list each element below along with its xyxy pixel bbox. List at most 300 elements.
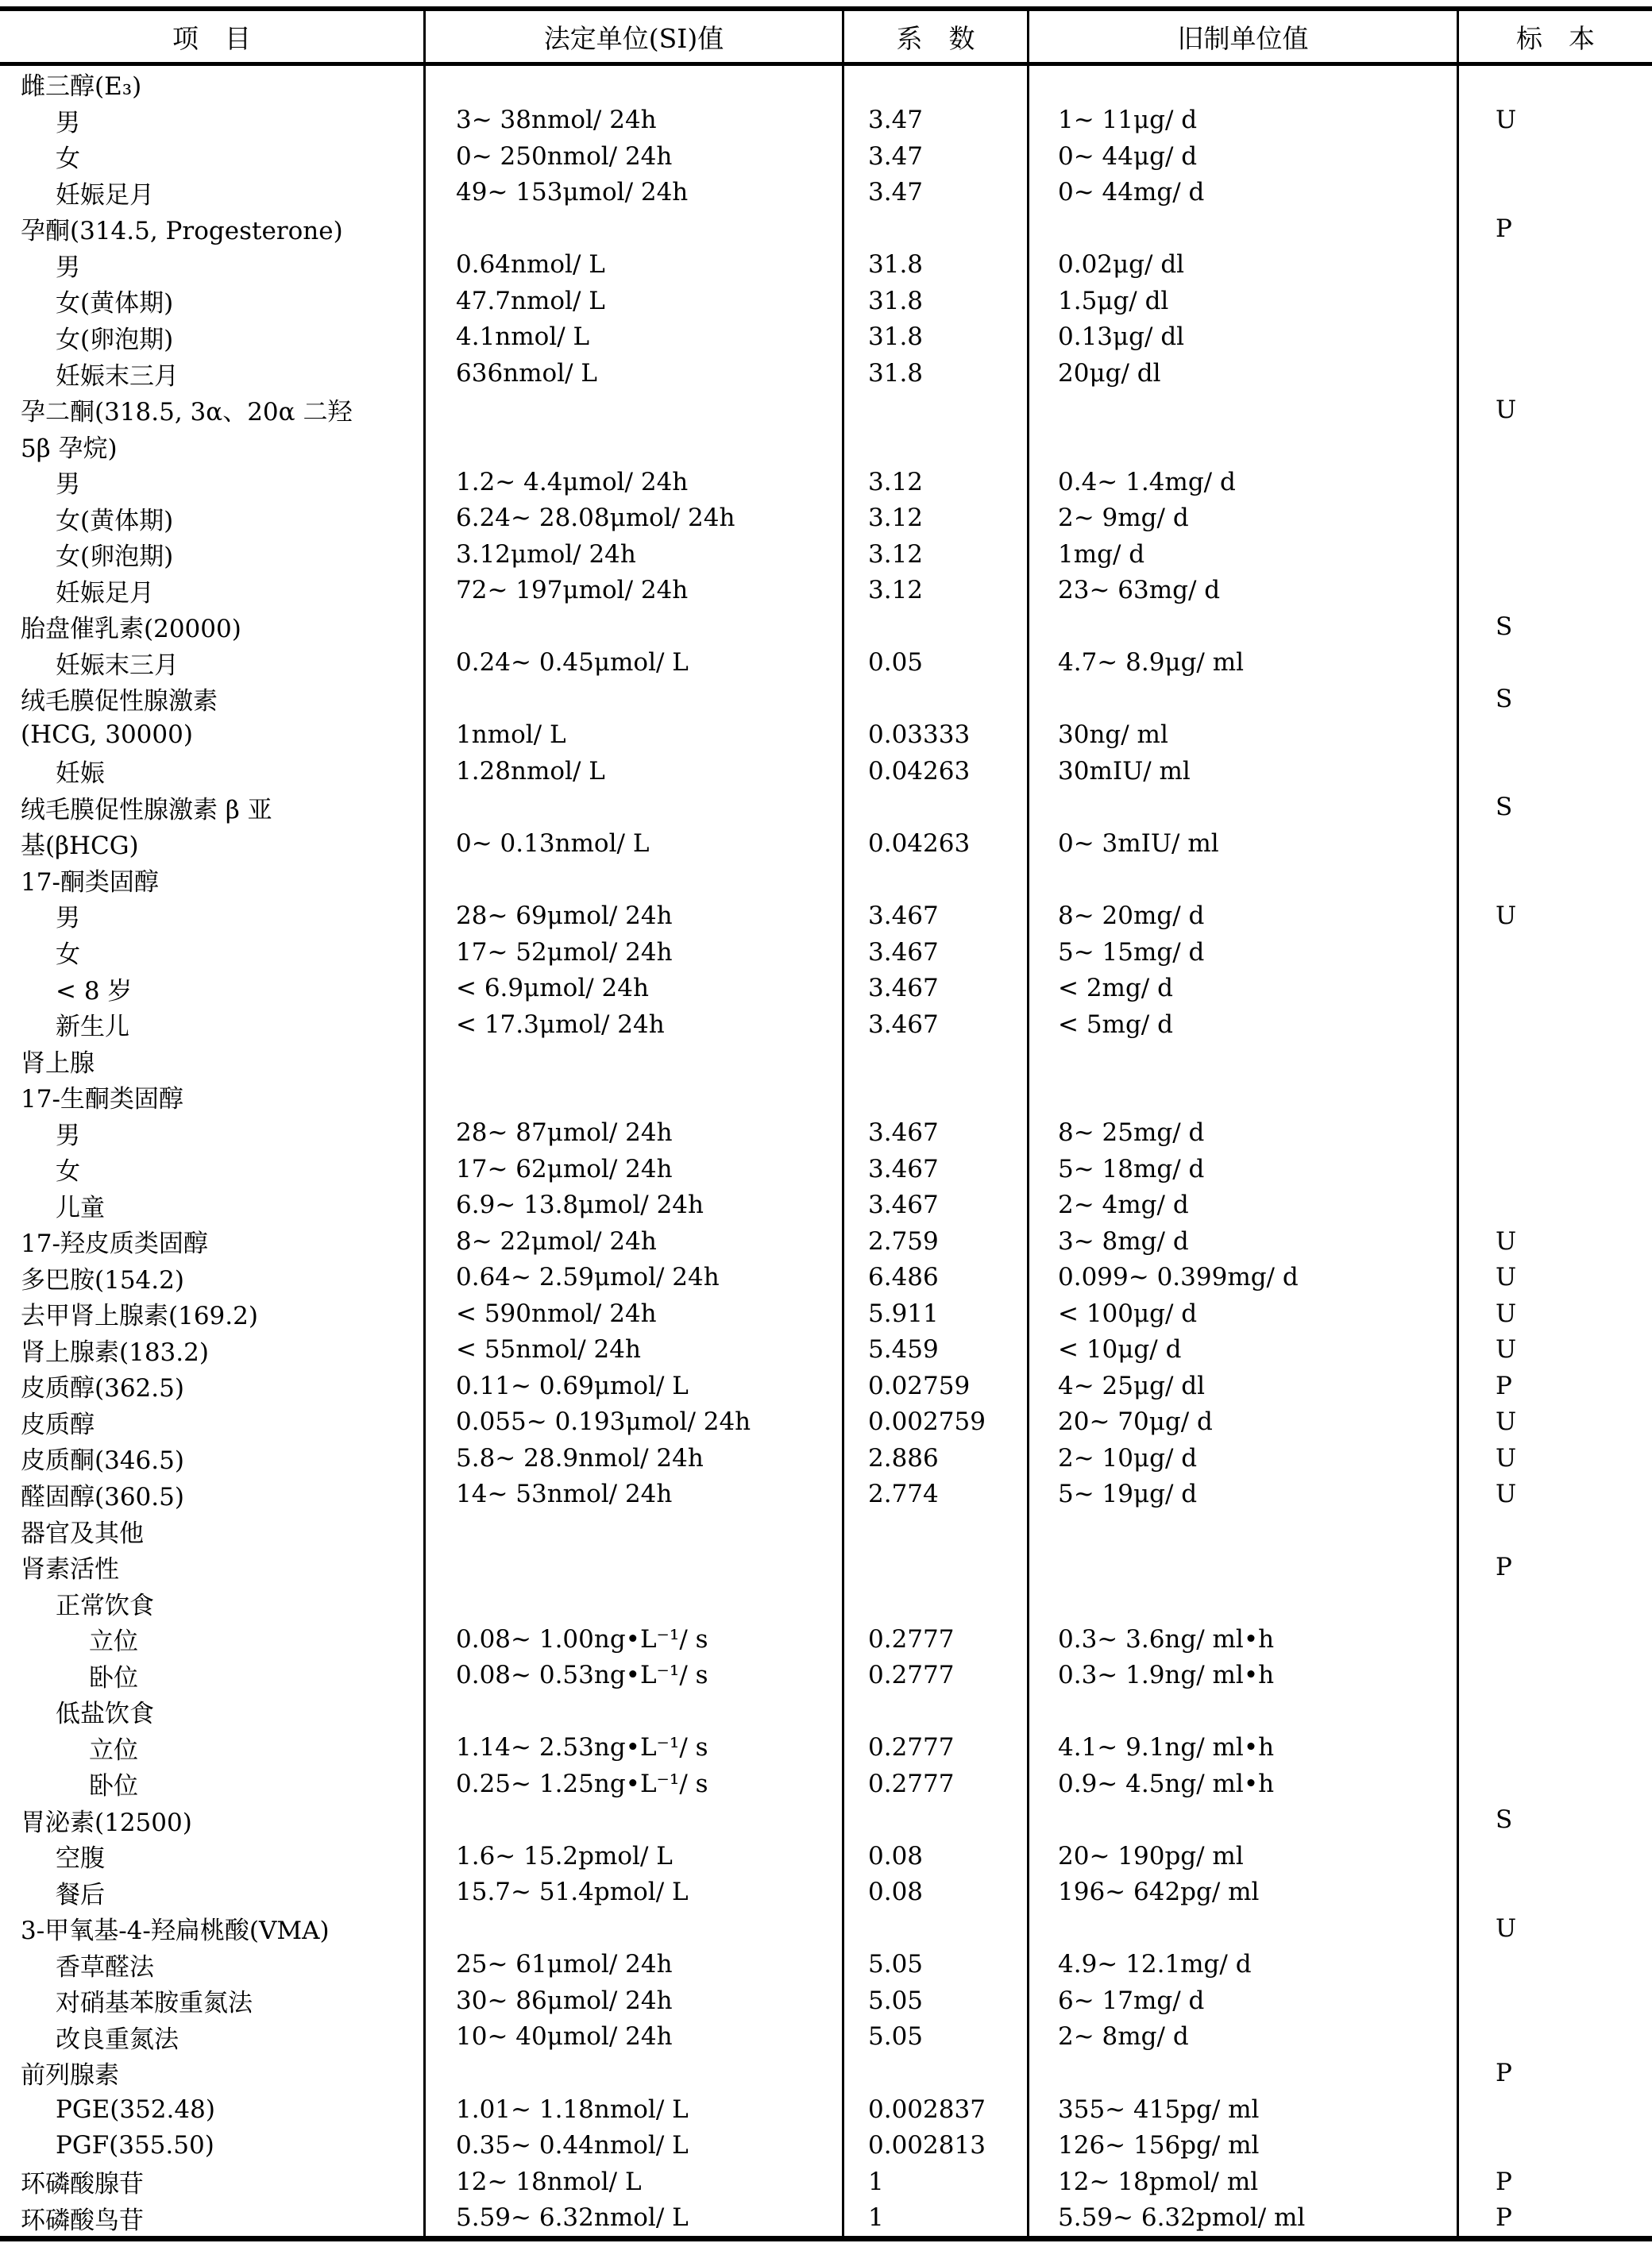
si-value-cell: 0~ 0.13nmol/ L [423,825,842,862]
specimen-cell: P [1457,2199,1652,2236]
table-row [0,1729,1652,1766]
table-row [0,175,1652,211]
si-value-cell: 3.12μmol/ 24h [423,536,842,573]
specimen-cell [1457,66,1652,102]
specimen-cell: U [1457,1477,1652,1513]
specimen-cell: U [1457,1223,1652,1260]
item-cell: 绒毛膜促性腺激素 [21,687,218,716]
coefficient-cell: 3.467 [842,1151,1027,1187]
si-value-cell: 47.7nmol/ L [423,283,842,319]
item-cell: 男 [56,108,80,137]
specimen-cell [1457,319,1652,356]
table-row [0,1621,1652,1658]
specimen-cell [1457,427,1652,464]
table-row [0,717,1652,754]
item-cell: 皮质醇 [21,1410,95,1439]
specimen-cell: U [1457,1295,1652,1332]
item-cell: 孕酮(314.5, Progesterone) [21,217,343,246]
item-cell: 肾上腺素(183.2) [21,1338,209,1367]
old-value-cell: 1mg/ d [1027,536,1457,573]
table-row [0,1838,1652,1874]
si-value-cell: 0.24~ 0.45μmol/ L [423,645,842,681]
old-value-cell: 30ng/ ml [1027,717,1457,754]
table-row [0,2019,1652,2056]
old-value-cell: 0.4~ 1.4mg/ d [1027,464,1457,500]
coefficient-cell: 5.05 [842,1983,1027,2019]
specimen-cell [1457,2091,1652,2128]
coefficient-cell: 0.002813 [842,2127,1027,2164]
si-value-cell: 4.1nmol/ L [423,319,842,356]
coefficient-cell: 3.467 [842,1006,1027,1043]
old-value-cell [1027,862,1457,898]
specimen-cell [1457,2127,1652,2164]
coefficient-cell: 0.03333 [842,717,1027,754]
specimen-cell [1457,2019,1652,2056]
item-cell: 3-甲氧基-4-羟扁桃酸(VMA) [21,1917,330,1946]
item-cell: 新生儿 [56,1013,129,1042]
old-value-cell [1027,1549,1457,1585]
table-row [0,1079,1652,1115]
old-value-cell: < 2mg/ d [1027,970,1457,1006]
specimen-cell: P [1457,1549,1652,1585]
specimen-cell [1457,1874,1652,1911]
si-value-cell [423,1910,842,1947]
coefficient-cell [842,790,1027,826]
item-cell: < 8 岁 [56,976,133,1006]
specimen-cell [1457,572,1652,608]
table-row [0,1947,1652,1983]
old-value-cell [1027,210,1457,247]
table-row [0,1983,1652,2019]
table-row [0,500,1652,536]
specimen-cell: S [1457,1802,1652,1839]
item-cell: 17-生酮类固醇 [21,1085,183,1114]
coefficient-cell: 2.759 [842,1223,1027,1260]
item-cell: 醛固醇(360.5) [21,1482,184,1512]
item-cell: 妊娠足月 [56,578,154,608]
si-value-cell: 0.08~ 1.00ng•L⁻¹/ s [423,1621,842,1658]
table-row [0,102,1652,139]
si-value-cell [423,1585,842,1621]
specimen-cell: U [1457,1332,1652,1369]
specimen-cell [1457,1838,1652,1874]
old-value-cell [1027,427,1457,464]
si-value-cell: 1.14~ 2.53ng•L⁻¹/ s [423,1729,842,1766]
si-value-cell: 0.11~ 0.69μmol/ L [423,1368,842,1404]
table-row [0,1440,1652,1477]
specimen-cell [1457,1006,1652,1043]
table-row [0,1477,1652,1513]
old-value-cell: 1~ 11μg/ d [1027,102,1457,139]
table-row [0,1151,1652,1187]
item-cell: 餐后 [56,1880,105,1909]
si-value-cell: < 17.3μmol/ 24h [423,1006,842,1043]
coefficient-cell [842,1549,1027,1585]
table-row [0,1657,1652,1693]
si-value-cell [423,66,842,102]
specimen-cell: U [1457,1404,1652,1441]
table-row [0,1368,1652,1404]
table-row [0,355,1652,392]
item-cell: (HCG, 30000) [21,720,193,750]
specimen-cell [1457,1657,1652,1693]
table-header [0,11,1652,66]
old-value-cell: 20μg/ dl [1027,355,1457,392]
item-cell: 肾上腺 [21,1048,95,1078]
table-row [0,2199,1652,2236]
item-cell: 皮质醇(362.5) [21,1374,184,1403]
coefficient-cell [842,1512,1027,1549]
si-value-cell [423,1042,842,1079]
specimen-cell [1457,1042,1652,1079]
old-value-cell: < 100μg/ d [1027,1295,1457,1332]
coefficient-cell: 5.459 [842,1332,1027,1369]
table-row [0,319,1652,356]
old-value-cell: 5~ 15mg/ d [1027,934,1457,971]
coefficient-cell: 3.467 [842,1114,1027,1151]
coefficient-cell: 3.467 [842,1187,1027,1223]
si-value-cell: 5.59~ 6.32nmol/ L [423,2199,842,2236]
table-row [0,1693,1652,1730]
specimen-cell [1457,1621,1652,1658]
old-value-cell: 0.13μg/ dl [1027,319,1457,356]
si-value-cell [423,2055,842,2091]
old-value-cell [1027,1079,1457,1115]
item-cell: 环磷酸腺苷 [21,2170,144,2199]
coefficient-cell: 2.774 [842,1477,1027,1513]
item-cell: 妊娠末三月 [56,651,179,680]
old-value-cell: 0.3~ 3.6ng/ ml•h [1027,1621,1457,1658]
coefficient-cell: 0.2777 [842,1657,1027,1693]
table-row [0,464,1652,500]
coefficient-cell [842,1693,1027,1730]
old-value-cell [1027,1802,1457,1839]
item-cell: 正常饮食 [56,1591,154,1620]
specimen-cell [1457,970,1652,1006]
item-cell: 肾素活性 [21,1555,119,1585]
item-cell: 前列腺素 [21,2061,119,2091]
item-cell: 卧位 [89,1772,138,1801]
specimen-cell: P [1457,2055,1652,2091]
si-value-cell: < 6.9μmol/ 24h [423,970,842,1006]
coefficient-cell [842,1585,1027,1621]
old-value-cell [1027,1585,1457,1621]
item-cell: 空腹 [56,1844,105,1874]
table-row [0,790,1652,826]
si-value-cell: 0~ 250nmol/ 24h [423,138,842,175]
specimen-cell: S [1457,681,1652,717]
si-value-cell [423,608,842,645]
old-value-cell: 8~ 20mg/ d [1027,898,1457,934]
specimen-cell [1457,717,1652,754]
coefficient-cell: 5.05 [842,1947,1027,1983]
old-value-cell: 0.02μg/ dl [1027,247,1457,284]
item-cell: 去甲肾上腺素(169.2) [21,1302,258,1331]
specimen-cell [1457,464,1652,500]
si-value-cell [423,427,842,464]
coefficient-cell [842,392,1027,428]
item-cell: PGF(355.50) [56,2131,214,2160]
specimen-cell [1457,825,1652,862]
specimen-cell [1457,536,1652,573]
table-row [0,2091,1652,2128]
specimen-cell [1457,1187,1652,1223]
table-row [0,2055,1652,2091]
si-value-cell: 3~ 38nmol/ 24h [423,102,842,139]
specimen-cell [1457,1079,1652,1115]
coefficient-cell [842,1910,1027,1947]
table-row [0,1006,1652,1043]
specimen-cell [1457,934,1652,971]
table-body [0,66,1652,2236]
table-row [0,608,1652,645]
coefficient-cell: 3.47 [842,102,1027,139]
si-value-cell: < 590nmol/ 24h [423,1295,842,1332]
coefficient-cell: 3.47 [842,138,1027,175]
old-value-cell: 4~ 25μg/ dl [1027,1368,1457,1404]
header-cell-old-value: 旧制单位值 [1027,11,1457,62]
item-cell: 女 [56,940,80,970]
specimen-cell [1457,1947,1652,1983]
table-row [0,2164,1652,2200]
table-row [0,210,1652,247]
old-value-cell: 4.9~ 12.1mg/ d [1027,1947,1457,1983]
old-value-cell: 2~ 10μg/ d [1027,1440,1457,1477]
si-value-cell: 5.8~ 28.9nmol/ 24h [423,1440,842,1477]
item-cell: 女(卵泡期) [56,325,174,354]
old-value-cell: 1.5μg/ dl [1027,283,1457,319]
item-cell: 器官及其他 [21,1519,144,1548]
item-cell: 女(卵泡期) [56,542,174,572]
si-value-cell [423,1512,842,1549]
si-value-cell: 15.7~ 51.4pmol/ L [423,1874,842,1911]
old-value-cell: 0~ 44mg/ d [1027,175,1457,211]
si-value-cell: 0.25~ 1.25ng•L⁻¹/ s [423,1766,842,1802]
coefficient-cell: 1 [842,2199,1027,2236]
coefficient-cell: 1 [842,2164,1027,2200]
item-cell: 低盐饮食 [56,1700,154,1729]
specimen-cell: S [1457,608,1652,645]
specimen-cell: U [1457,1440,1652,1477]
table-row [0,1223,1652,1260]
table-row [0,1042,1652,1079]
si-value-cell: 8~ 22μmol/ 24h [423,1223,842,1260]
coefficient-cell: 0.04263 [842,753,1027,790]
specimen-cell: P [1457,1368,1652,1404]
si-value-cell: 25~ 61μmol/ 24h [423,1947,842,1983]
si-value-cell: 6.24~ 28.08μmol/ 24h [423,500,842,536]
specimen-cell: P [1457,210,1652,247]
specimen-cell [1457,1151,1652,1187]
si-value-cell [423,392,842,428]
si-value-cell: 30~ 86μmol/ 24h [423,1983,842,2019]
specimen-cell [1457,753,1652,790]
table-row [0,1585,1652,1621]
item-cell: 胎盘催乳素(20000) [21,615,241,644]
item-cell: 改良重氮法 [56,2025,179,2054]
si-value-cell: 636nmol/ L [423,355,842,392]
old-value-cell [1027,2055,1457,2091]
si-value-cell: 0.35~ 0.44nmol/ L [423,2127,842,2164]
old-value-cell: 5~ 18mg/ d [1027,1151,1457,1187]
old-value-cell: 2~ 9mg/ d [1027,500,1457,536]
coefficient-cell: 31.8 [842,247,1027,284]
table-row [0,392,1652,428]
specimen-cell: U [1457,1260,1652,1296]
item-cell: 妊娠足月 [56,180,154,210]
coefficient-cell: 31.8 [842,355,1027,392]
item-cell: PGE(352.48) [56,2094,215,2124]
si-value-cell [423,210,842,247]
table-row [0,1332,1652,1369]
table-row [0,934,1652,971]
table-row [0,1549,1652,1585]
table-row [0,536,1652,573]
specimen-cell [1457,1766,1652,1802]
old-value-cell: < 5mg/ d [1027,1006,1457,1043]
item-cell: 卧位 [89,1663,138,1693]
specimen-cell [1457,1983,1652,2019]
si-value-cell: 0.055~ 0.193μmol/ 24h [423,1404,842,1441]
si-value-cell: 12~ 18nmol/ L [423,2164,842,2200]
si-value-cell [423,681,842,717]
item-cell: 17-酮类固醇 [21,867,159,897]
coefficient-cell [842,1042,1027,1079]
specimen-cell [1457,1585,1652,1621]
coefficient-cell [842,681,1027,717]
si-value-cell: 6.9~ 13.8μmol/ 24h [423,1187,842,1223]
table-row [0,283,1652,319]
specimen-cell [1457,1729,1652,1766]
old-value-cell [1027,1910,1457,1947]
specimen-cell: U [1457,1910,1652,1947]
header-cell-specimen: 标 本 [1457,11,1652,62]
item-cell: 绒毛膜促性腺激素 β 亚 [21,795,272,824]
old-value-cell: 3~ 8mg/ d [1027,1223,1457,1260]
item-cell: 女 [56,1157,80,1187]
item-cell: 男 [56,253,80,282]
old-value-cell: 4.7~ 8.9μg/ ml [1027,645,1457,681]
si-value-cell [423,1693,842,1730]
item-cell: 女(黄体期) [56,506,174,535]
old-value-cell: 0.9~ 4.5ng/ ml•h [1027,1766,1457,1802]
coefficient-cell: 0.02759 [842,1368,1027,1404]
table-row [0,247,1652,284]
old-value-cell [1027,608,1457,645]
coefficient-cell [842,1802,1027,1839]
item-cell: 女 [56,145,80,174]
old-value-cell: 30mIU/ ml [1027,753,1457,790]
old-value-cell: 196~ 642pg/ ml [1027,1874,1457,1911]
old-value-cell: 0.3~ 1.9ng/ ml•h [1027,1657,1457,1693]
item-cell: 多巴胺(154.2) [21,1265,184,1295]
table-row [0,645,1652,681]
item-cell: 女(黄体期) [56,289,174,319]
si-value-cell: 0.64nmol/ L [423,247,842,284]
old-value-cell: 2~ 4mg/ d [1027,1187,1457,1223]
si-value-cell [423,1549,842,1585]
table-row [0,2127,1652,2164]
old-value-cell: 20~ 70μg/ d [1027,1404,1457,1441]
si-value-cell [423,790,842,826]
old-value-cell: 8~ 25mg/ d [1027,1114,1457,1151]
header-cell-si-value: 法定单位(SI)值 [423,11,842,62]
old-value-cell: 4.1~ 9.1ng/ ml•h [1027,1729,1457,1766]
table-row [0,138,1652,175]
coefficient-cell: 3.12 [842,536,1027,573]
coefficient-cell [842,1079,1027,1115]
header-cell-coefficient: 系 数 [842,11,1027,62]
coefficient-cell: 0.2777 [842,1621,1027,1658]
coefficient-cell: 3.47 [842,175,1027,211]
coefficient-cell: 31.8 [842,319,1027,356]
item-cell: 胃泌素(12500) [21,1808,192,1837]
specimen-cell: S [1457,790,1652,826]
item-cell: 17-羟皮质类固醇 [21,1230,208,1259]
item-cell: 儿童 [56,1193,105,1222]
old-value-cell: 2~ 8mg/ d [1027,2019,1457,2056]
si-value-cell: 0.64~ 2.59μmol/ 24h [423,1260,842,1296]
coefficient-cell: 0.2777 [842,1766,1027,1802]
specimen-cell [1457,138,1652,175]
coefficient-cell: 3.12 [842,572,1027,608]
old-value-cell: 12~ 18pmol/ ml [1027,2164,1457,2200]
coefficient-cell: 6.486 [842,1260,1027,1296]
coefficient-cell: 0.04263 [842,825,1027,862]
table-row [0,862,1652,898]
old-value-cell [1027,1693,1457,1730]
old-value-cell: < 10μg/ d [1027,1332,1457,1369]
table-row [0,1187,1652,1223]
item-cell: 男 [56,470,80,500]
coefficient-cell: 0.002837 [842,2091,1027,2128]
item-cell: 妊娠 [56,759,105,789]
si-value-cell: 1.28nmol/ L [423,753,842,790]
old-value-cell: 20~ 190pg/ ml [1027,1838,1457,1874]
table-row [0,66,1652,102]
coefficient-cell: 5.05 [842,2019,1027,2056]
specimen-cell [1457,283,1652,319]
si-value-cell: < 55nmol/ 24h [423,1332,842,1369]
si-value-cell: 28~ 69μmol/ 24h [423,898,842,934]
table-row [0,970,1652,1006]
old-value-cell: 5~ 19μg/ d [1027,1477,1457,1513]
old-value-cell: 126~ 156pg/ ml [1027,2127,1457,2164]
specimen-cell: P [1457,2164,1652,2200]
table-row [0,753,1652,790]
coefficient-cell: 3.467 [842,934,1027,971]
header-cell-item: 项 目 [172,22,251,54]
si-value-cell: 49~ 153μmol/ 24h [423,175,842,211]
table-row [0,427,1652,464]
item-cell: 男 [56,1121,80,1150]
si-value-cell: 10~ 40μmol/ 24h [423,2019,842,2056]
si-value-cell: 1nmol/ L [423,717,842,754]
coefficient-cell: 3.12 [842,464,1027,500]
item-cell: 立位 [89,1735,138,1765]
si-value-cell: 0.08~ 0.53ng•L⁻¹/ s [423,1657,842,1693]
coefficient-cell: 0.002759 [842,1404,1027,1441]
table-row [0,898,1652,934]
coefficient-cell: 2.886 [842,1440,1027,1477]
old-value-cell [1027,1512,1457,1549]
specimen-cell: U [1457,102,1652,139]
si-value-cell: 17~ 62μmol/ 24h [423,1151,842,1187]
lab-values-table [0,6,1652,2241]
item-cell: 香草醛法 [56,1952,154,1982]
old-value-cell: 0~ 44μg/ d [1027,138,1457,175]
table-row [0,1766,1652,1802]
